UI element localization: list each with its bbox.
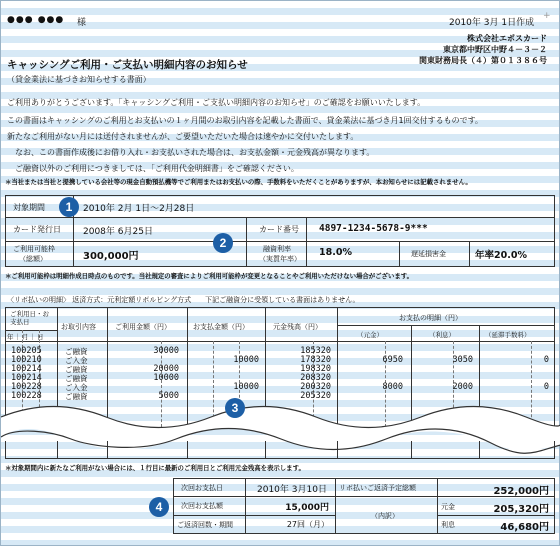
late-fee-value: 年率20.0% (475, 250, 527, 261)
table-row: 10000 (153, 373, 179, 383)
table-row (485, 365, 549, 374)
table-row: 100228 (11, 391, 42, 401)
document-subtitle: （貸金業法に基づきお知らせする書面） (7, 75, 151, 84)
company-registration: 関東財務局長（４）第０１３８６号 (419, 56, 547, 65)
late-fee-header: （延滞手数料） (485, 331, 531, 339)
issue-date-label: カード発行日 (13, 225, 61, 234)
rate-value: 18.0% (319, 247, 352, 258)
late-fees-column (485, 347, 549, 401)
marker-1-icon: 1 (59, 197, 79, 217)
no-usage-note: ＊対象期間内に新たなご利用がない場合には、１行目に最新のご利用日とご利用元金残高を表示します。 (5, 464, 305, 472)
dates-column (11, 347, 55, 401)
principal-label: 元金 (441, 503, 455, 511)
breakdown-label: （内訳） (371, 512, 399, 520)
table-row: ご融資 (65, 347, 88, 356)
ymd-header: 年｜月｜日 (7, 333, 45, 341)
interests-column (415, 347, 473, 401)
limit-note: ＊ご利用可能枠は明細作成日時点のものです。当社規定の審査によりご利用可能枠が変更となることやご利用いただけない場合がございます。 (5, 272, 413, 280)
balances-column (273, 347, 331, 401)
table-row (485, 392, 549, 401)
intro-line-3: 新たなご利用がない月には送付されませんが、ご要望いただいた場合は速やかに交付いたします。 (7, 132, 359, 141)
marker-2-icon: 2 (213, 233, 233, 253)
table-row: 10000 (233, 382, 259, 392)
table-row: 200320 (300, 382, 331, 392)
amount-header: ご利用金額（円） (115, 323, 171, 331)
intro-line-4: なお、この書面作成後にお借り入れ・お支払いされた場合は、お支払金額・元金残高が異なります。 (15, 148, 375, 157)
intro-line-2: この書面はキャッシングのご利用とお支払いの１ヶ月間のお取引内容を記載した書面で、貸金業法に基づき月1回交付するものです。 (7, 116, 483, 125)
table-row: 100210 (11, 355, 42, 365)
atm-fee-note: ＊当社または当社と提携している会社等の現金自動預払機等でご利用またはお支払いの際、手数料をいただくことがありますが、本お知らせには記載されません。 (5, 178, 472, 186)
recipient-name-masked: ●●● ●●● (7, 15, 65, 25)
table-row: 0 (543, 382, 549, 392)
table-row (415, 392, 473, 401)
table-row: 6950 (382, 355, 403, 365)
table-row (485, 374, 549, 383)
table-row: ご融資 (65, 374, 88, 383)
table-row: 0 (543, 355, 549, 365)
table-row (345, 392, 403, 401)
next-date-value: 2010年 3月10日 (257, 485, 327, 495)
marker-4-icon: 4 (149, 497, 169, 517)
principal-header: （元金） (357, 331, 383, 339)
table-row: 5000 (158, 391, 179, 401)
company-address: 東京都中野区中野４－３－２ (443, 45, 547, 54)
table-row: 198320 (300, 364, 331, 374)
corner-mark-icon: + (543, 11, 551, 21)
table-row: 8000 (382, 382, 403, 392)
table-row: 30000 (153, 346, 179, 356)
late-fee-label: 遅延損害金 (411, 250, 446, 258)
card-number-label: カード番号 (259, 225, 299, 234)
issue-date-value: 2008年 6月25日 (83, 227, 153, 237)
breakdown-header: お支払の明細（円） (399, 314, 462, 322)
revolving-table-bottom (5, 441, 555, 459)
principals-column (345, 347, 403, 401)
count-label: ご返済回数・期間 (177, 521, 233, 529)
limit-label: ご利用可能枠 (13, 245, 55, 253)
period-value: 2010年 2月 1日～2月28日 (83, 204, 195, 214)
interest-header: （利息） (429, 331, 455, 339)
table-row: 100228 (11, 382, 42, 392)
scheduled-total-value: 252,000円 (493, 486, 549, 497)
table-row (485, 347, 549, 356)
next-amount-value: 15,000円 (285, 503, 329, 513)
table-row: 178320 (300, 355, 331, 365)
table-row: ご融資 (65, 392, 88, 401)
table-row: 100214 (11, 364, 42, 374)
table-row (345, 365, 403, 374)
count-value: 27回（月） (286, 520, 329, 529)
limit-label-sub: （総額） (19, 255, 47, 263)
creation-date: 2010年 3月 1日作成 (449, 18, 535, 28)
date-header: ご利用日・お支払日 (10, 310, 49, 326)
card-number-value: 4897-1234-5678-9*** (319, 223, 428, 234)
table-row: 100205 (11, 346, 42, 356)
payment-header: お支払金額（円） (193, 323, 249, 331)
next-amount-label: 次回お支払額 (181, 502, 223, 510)
table-row: 3050 (452, 355, 473, 365)
period-label: 対象期間 (13, 203, 45, 212)
next-date-label: 次回お支払日 (181, 484, 223, 492)
company-name: 株式会社エポスカード (467, 34, 547, 43)
interest-value: 46,680円 (500, 522, 549, 533)
table-row: ご入金 (65, 356, 88, 365)
revolving-caption: 〈リボ払いの明細〉 返済方式：元利定額リボルビング方式 下記ご融資分に受領している書面はありません。 (7, 296, 360, 304)
table-row: ご入金 (65, 383, 88, 392)
principal-value: 205,320円 (493, 504, 549, 515)
types-column (65, 347, 105, 401)
scheduled-total-label: リボ払いご返済予定総額 (339, 484, 416, 492)
table-row: 208320 (300, 373, 331, 383)
intro-line-1: ご利用ありがとうございます。「キャッシングご利用・ご支払い明細内容のお知らせ」のご確認をお願いいたします。 (7, 98, 426, 107)
rate-label: 融資利率 (263, 245, 291, 253)
table-row (415, 365, 473, 374)
balance-header: 元金残高（円） (273, 323, 322, 331)
limit-value: 300,000円 (83, 251, 139, 262)
type-header: お取引内容 (61, 323, 96, 331)
table-row: 20000 (153, 364, 179, 374)
table-row (197, 365, 259, 374)
table-row: 2000 (452, 382, 473, 392)
amounts-column (121, 347, 179, 401)
interest-label: 利息 (441, 521, 455, 529)
table-row: 10000 (233, 355, 259, 365)
intro-line-5: ご融資以外のご利用につきましては、「ご利用代金明細書」をご確認ください。 (15, 164, 299, 173)
rate-label-sub: （実質年率） (259, 255, 301, 263)
marker-3-icon: 3 (225, 398, 245, 418)
table-row: ご融資 (65, 365, 88, 374)
payments-column (197, 347, 259, 401)
document-title: キャッシングご利用・ご支払い明細内容のお知らせ (7, 59, 248, 71)
table-row: 100214 (11, 373, 42, 383)
table-row: 185320 (300, 346, 331, 356)
table-row: 205320 (300, 391, 331, 401)
recipient-honorific: 様 (77, 18, 87, 28)
